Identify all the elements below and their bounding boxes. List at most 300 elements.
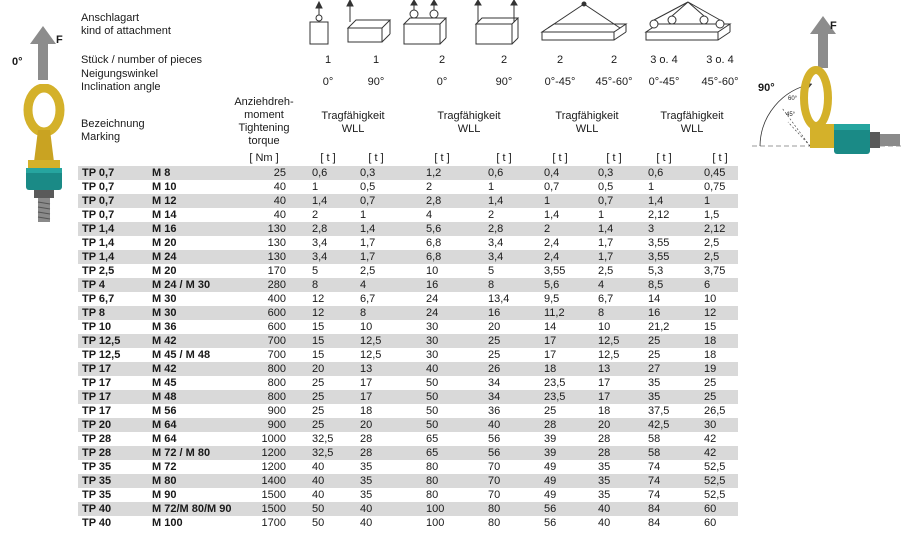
cell-wll: 60 xyxy=(704,517,717,529)
cell-wll: 52,5 xyxy=(704,475,726,487)
table-row xyxy=(78,166,738,180)
cell-wll: 18 xyxy=(360,405,373,417)
cell-wll: 60 xyxy=(704,503,717,515)
wll-label-en: WLL xyxy=(341,123,365,135)
cell-wll: 0,3 xyxy=(360,167,376,179)
cell-wll: 8,5 xyxy=(648,279,664,291)
cell-wll: 1,5 xyxy=(704,209,720,221)
cell-wll: 34 xyxy=(488,391,501,403)
wll-unit: [ t ] xyxy=(320,152,336,164)
cell-wll: 10 xyxy=(598,321,611,333)
cell-wll: 30 xyxy=(426,349,439,361)
cell-wll: 25 xyxy=(544,405,557,417)
cell-marking: TP 35 xyxy=(82,461,112,473)
table-row xyxy=(78,488,738,502)
cell-wll: 1,4 xyxy=(488,195,504,207)
angle-ninety-label: 90° xyxy=(758,82,775,94)
product-image-vertical xyxy=(8,22,78,232)
cell-wll: 13 xyxy=(598,363,611,375)
cell-wll: 25 xyxy=(312,391,325,403)
cell-marking: TP 4 xyxy=(82,279,106,291)
cell-wll: 50 xyxy=(426,391,439,403)
attachment-label-de: Anschlagart xyxy=(81,12,140,24)
cell-wll: 9,5 xyxy=(544,293,560,305)
inclination-angle: 90° xyxy=(495,76,513,88)
table-row xyxy=(78,376,738,390)
cell-wll: 80 xyxy=(426,475,439,487)
cell-wll: 20 xyxy=(488,321,501,333)
cell-wll: 100 xyxy=(426,517,445,529)
cell-torque: 280 xyxy=(267,279,286,291)
cell-wll: 6,7 xyxy=(598,293,614,305)
cell-marking: TP 1,4 xyxy=(82,223,115,235)
cell-wll: 0,4 xyxy=(544,167,560,179)
cell-wll: 80 xyxy=(426,461,439,473)
cell-marking: TP 35 xyxy=(82,475,112,487)
pictogram-single-90-icon xyxy=(347,0,390,42)
cell-torque: 1200 xyxy=(261,461,286,473)
inclination-angle: 0°-45° xyxy=(544,76,576,88)
cell-wll: 20 xyxy=(598,419,611,431)
cell-wll: 39 xyxy=(544,433,557,445)
cell-torque: 1000 xyxy=(261,433,286,445)
cell-wll: 40 xyxy=(312,461,325,473)
cell-wll: 2,12 xyxy=(648,209,670,221)
cell-wll: 12,5 xyxy=(598,335,620,347)
cell-wll: 25 xyxy=(704,377,717,389)
cell-wll: 74 xyxy=(648,475,661,487)
cell-torque: 130 xyxy=(267,237,286,249)
wll-label-group-3 xyxy=(547,110,627,136)
angle-60-label: 60° xyxy=(788,96,798,102)
cell-marking: TP 0,7 xyxy=(82,209,115,221)
cell-wll: 20 xyxy=(312,363,325,375)
inclination-angle: 0°-45° xyxy=(648,76,680,88)
inclination-angle: 45°-60° xyxy=(595,76,633,88)
cell-wll: 2,5 xyxy=(360,265,376,277)
cell-wll: 15 xyxy=(312,349,325,361)
cell-wll: 1 xyxy=(648,181,655,193)
cell-wll: 17 xyxy=(598,377,611,389)
wll-unit: [ t ] xyxy=(368,152,384,164)
cell-wll: 23,5 xyxy=(544,391,566,403)
wll-label-en: WLL xyxy=(457,123,481,135)
cell-wll: 74 xyxy=(648,489,661,501)
cell-torque: 600 xyxy=(267,307,286,319)
cell-wll: 3,4 xyxy=(488,237,504,249)
cell-wll: 24 xyxy=(426,307,439,319)
cell-thread: M 16 xyxy=(152,223,177,235)
cell-wll: 2,8 xyxy=(488,223,504,235)
cell-wll: 35 xyxy=(360,461,373,473)
cell-wll: 50 xyxy=(312,517,325,529)
cell-marking: TP 0,7 xyxy=(82,167,115,179)
table-row xyxy=(78,306,738,320)
cell-wll: 35 xyxy=(360,489,373,501)
force-arrow-icon xyxy=(26,22,60,84)
cell-thread: M 64 xyxy=(152,433,177,445)
cell-marking: TP 1,4 xyxy=(82,237,115,249)
cell-wll: 50 xyxy=(426,405,439,417)
cell-wll: 3 xyxy=(648,223,655,235)
wll-unit: [ t ] xyxy=(552,152,568,164)
cell-wll: 0,6 xyxy=(488,167,504,179)
cell-wll: 3,4 xyxy=(312,251,328,263)
cell-wll: 40 xyxy=(488,419,501,431)
cell-wll: 1,4 xyxy=(312,195,328,207)
cell-wll: 11,2 xyxy=(544,307,565,319)
cell-wll: 1,7 xyxy=(598,251,614,263)
cell-thread: M 56 xyxy=(152,405,177,417)
swivel-eyebolt-icon xyxy=(16,84,72,234)
table-row xyxy=(78,250,738,264)
cell-wll: 1 xyxy=(360,209,367,221)
cell-wll: 36 xyxy=(488,405,501,417)
cell-marking: TP 17 xyxy=(82,377,112,389)
cell-wll: 25 xyxy=(648,335,661,347)
pieces-count: 1 xyxy=(372,54,380,66)
cell-wll: 1,4 xyxy=(598,223,614,235)
cell-wll: 1 xyxy=(704,195,711,207)
pictogram-single-vertical-icon xyxy=(310,2,328,44)
cell-wll: 4 xyxy=(598,279,605,291)
cell-wll: 30 xyxy=(704,419,717,431)
cell-wll: 16 xyxy=(648,307,661,319)
cell-thread: M 72 xyxy=(152,461,177,473)
cell-wll: 12,5 xyxy=(360,349,382,361)
cell-wll: 0,5 xyxy=(598,181,614,193)
wll-label-de: Tragfähigkeit xyxy=(660,110,724,122)
cell-wll: 1,7 xyxy=(598,237,614,249)
product-image-horizontal xyxy=(752,6,902,166)
cell-wll: 52,5 xyxy=(704,489,726,501)
table-row xyxy=(78,292,738,306)
cell-wll: 70 xyxy=(488,489,501,501)
cell-wll: 14 xyxy=(544,321,557,333)
cell-wll: 2,4 xyxy=(544,237,560,249)
cell-wll: 70 xyxy=(488,461,501,473)
cell-wll: 28 xyxy=(598,433,611,445)
cell-wll: 28 xyxy=(598,447,611,459)
cell-wll: 1,4 xyxy=(544,209,560,221)
cell-torque: 25 xyxy=(273,167,286,179)
cell-wll: 35 xyxy=(598,475,611,487)
inclination-angle: 0° xyxy=(322,76,334,88)
cell-marking: TP 2,5 xyxy=(82,265,115,277)
cell-wll: 0,45 xyxy=(704,167,726,179)
cell-thread: M 24 xyxy=(152,251,177,263)
cell-torque: 1700 xyxy=(261,517,286,529)
cell-thread: M 36 xyxy=(152,321,177,333)
cell-torque: 170 xyxy=(267,265,286,277)
cell-wll: 1 xyxy=(598,209,605,221)
inclination-label xyxy=(81,68,161,94)
pieces-count: 2 xyxy=(438,54,446,66)
torque-label-line: Anziehdreh- xyxy=(234,96,294,108)
wll-label-de: Tragfähigkeit xyxy=(437,110,501,122)
cell-torque: 1500 xyxy=(261,503,286,515)
cell-torque: 40 xyxy=(273,181,286,193)
cell-wll: 6,8 xyxy=(426,251,442,263)
inclination-angle: 0° xyxy=(436,76,448,88)
cell-wll: 1 xyxy=(488,181,495,193)
wll-label-group-2 xyxy=(429,110,509,136)
cell-wll: 25 xyxy=(704,391,717,403)
cell-wll: 8 xyxy=(360,307,367,319)
cell-wll: 2 xyxy=(312,209,319,221)
cell-wll: 2,5 xyxy=(598,265,614,277)
cell-wll: 28 xyxy=(544,419,557,431)
cell-wll: 5 xyxy=(488,265,495,277)
table-row xyxy=(78,348,738,362)
wll-label-group-1 xyxy=(313,110,393,136)
cell-torque: 900 xyxy=(267,405,286,417)
table-row xyxy=(78,208,738,222)
wll-label-en: WLL xyxy=(680,123,704,135)
cell-wll: 17 xyxy=(360,391,373,403)
wll-label-group-4 xyxy=(652,110,732,136)
cell-wll: 40 xyxy=(426,363,439,375)
cell-wll: 15 xyxy=(312,321,325,333)
cell-wll: 20 xyxy=(360,419,373,431)
cell-wll: 30 xyxy=(426,321,439,333)
cell-torque: 800 xyxy=(267,391,286,403)
cell-wll: 0,7 xyxy=(598,195,614,207)
cell-wll: 70 xyxy=(488,475,501,487)
cell-wll: 40 xyxy=(598,517,611,529)
cell-wll: 58 xyxy=(648,447,661,459)
cell-wll: 3,4 xyxy=(488,251,504,263)
cell-thread: M 8 xyxy=(152,167,171,179)
table-row xyxy=(78,390,738,404)
table-row xyxy=(78,446,738,460)
cell-wll: 58 xyxy=(648,433,661,445)
cell-wll: 28 xyxy=(360,433,373,445)
cell-wll: 15 xyxy=(704,321,717,333)
cell-wll: 19 xyxy=(704,363,717,375)
cell-wll: 56 xyxy=(488,433,501,445)
cell-thread: M 30 xyxy=(152,307,177,319)
cell-wll: 18 xyxy=(544,363,557,375)
cell-wll: 56 xyxy=(488,447,501,459)
cell-wll: 15 xyxy=(312,335,325,347)
cell-wll: 30 xyxy=(426,335,439,347)
cell-torque: 1200 xyxy=(261,447,286,459)
cell-wll: 0,3 xyxy=(598,167,614,179)
pictogram-double-vertical-icon xyxy=(404,0,446,44)
cell-wll: 17 xyxy=(544,349,557,361)
wll-unit: [ t ] xyxy=(496,152,512,164)
cell-wll: 34 xyxy=(488,377,501,389)
cell-wll: 26 xyxy=(488,363,501,375)
cell-wll: 80 xyxy=(488,517,501,529)
cell-wll: 24 xyxy=(426,293,439,305)
table-row xyxy=(78,334,738,348)
cell-thread: M 30 xyxy=(152,293,177,305)
cell-wll: 13,4 xyxy=(488,293,510,305)
cell-wll: 1,2 xyxy=(426,167,442,179)
cell-wll: 2 xyxy=(426,181,433,193)
cell-wll: 14 xyxy=(648,293,661,305)
cell-wll: 25 xyxy=(312,405,325,417)
cell-wll: 12 xyxy=(704,307,717,319)
inclination-label-en: Inclination angle xyxy=(81,81,161,93)
cell-wll: 42 xyxy=(704,447,717,459)
cell-wll: 40 xyxy=(360,503,373,515)
cell-wll: 23,5 xyxy=(544,377,566,389)
cell-thread: M 48 xyxy=(152,391,177,403)
cell-wll: 3,4 xyxy=(312,237,328,249)
marking-label-en: Marking xyxy=(81,131,121,143)
cell-wll: 50 xyxy=(426,419,439,431)
cell-wll: 65 xyxy=(426,447,439,459)
pieces-count: 2 xyxy=(556,54,564,66)
cell-wll: 6,8 xyxy=(426,237,442,249)
pictogram-double-sling-0-45-icon xyxy=(542,2,626,40)
cell-wll: 16 xyxy=(426,279,439,291)
cell-wll: 8 xyxy=(312,279,319,291)
cell-wll: 35 xyxy=(360,475,373,487)
cell-wll: 2 xyxy=(488,209,495,221)
cell-wll: 17 xyxy=(544,335,557,347)
cell-wll: 35 xyxy=(648,391,661,403)
cell-wll: 5,6 xyxy=(426,223,442,235)
cell-torque: 600 xyxy=(267,321,286,333)
angle-45-label: 45° xyxy=(786,112,796,118)
cell-wll: 56 xyxy=(544,517,557,529)
cell-marking: TP 28 xyxy=(82,447,112,459)
table-row xyxy=(78,516,738,530)
cell-wll: 35 xyxy=(598,461,611,473)
wll-label-en: WLL xyxy=(575,123,599,135)
cell-wll: 84 xyxy=(648,517,661,529)
cell-wll: 49 xyxy=(544,461,557,473)
cell-wll: 18 xyxy=(704,335,717,347)
cell-torque: 40 xyxy=(273,209,286,221)
cell-wll: 4 xyxy=(360,279,367,291)
cell-wll: 12,5 xyxy=(598,349,620,361)
cell-marking: TP 1,4 xyxy=(82,251,115,263)
cell-wll: 18 xyxy=(704,349,717,361)
cell-thread: M 100 xyxy=(152,517,183,529)
inclination-label-de: Neigungswinkel xyxy=(81,68,159,80)
cell-wll: 1 xyxy=(544,195,551,207)
attachment-label-en: kind of attachment xyxy=(81,25,171,37)
torque-label-line: Tightening xyxy=(238,122,290,134)
cell-marking: TP 17 xyxy=(82,391,112,403)
cell-wll: 74 xyxy=(648,461,661,473)
cell-wll: 2,5 xyxy=(704,237,720,249)
cell-wll: 2,8 xyxy=(426,195,442,207)
cell-wll: 25 xyxy=(648,349,661,361)
cell-wll: 65 xyxy=(426,433,439,445)
cell-wll: 2,4 xyxy=(544,251,560,263)
cell-wll: 5,6 xyxy=(544,279,560,291)
cell-wll: 21,2 xyxy=(648,321,670,333)
torque-label xyxy=(232,96,296,148)
torque-label-line: moment xyxy=(244,109,284,121)
cell-thread: M 45 xyxy=(152,377,177,389)
pieces-count: 2 xyxy=(610,54,618,66)
cell-wll: 50 xyxy=(312,503,325,515)
attachment-label xyxy=(81,12,171,38)
cell-wll: 13 xyxy=(360,363,373,375)
cell-wll: 39 xyxy=(544,447,557,459)
wll-label-de: Tragfähigkeit xyxy=(321,110,385,122)
table-row xyxy=(78,404,738,418)
cell-wll: 42 xyxy=(704,433,717,445)
cell-torque: 400 xyxy=(267,293,286,305)
cell-marking: TP 6,7 xyxy=(82,293,115,305)
table-row xyxy=(78,278,738,292)
cell-wll: 4 xyxy=(426,209,433,221)
cell-torque: 1400 xyxy=(261,475,286,487)
table-row xyxy=(78,362,738,376)
cell-marking: TP 10 xyxy=(82,321,112,333)
pieces-label: Stück / number of pieces xyxy=(81,54,203,66)
cell-wll: 80 xyxy=(488,503,501,515)
cell-thread: M 72/M 80/M 90 xyxy=(152,503,232,515)
cell-wll: 6 xyxy=(704,279,711,291)
cell-thread: M 90 xyxy=(152,489,177,501)
cell-marking: TP 12,5 xyxy=(82,349,121,361)
table-row xyxy=(78,264,738,278)
cell-wll: 8 xyxy=(488,279,495,291)
cell-marking: TP 35 xyxy=(82,489,112,501)
cell-wll: 12 xyxy=(312,307,325,319)
cell-torque: 900 xyxy=(267,419,286,431)
cell-wll: 26,5 xyxy=(704,405,726,417)
cell-marking: TP 8 xyxy=(82,307,106,319)
cell-torque: 130 xyxy=(267,251,286,263)
cell-torque: 40 xyxy=(273,195,286,207)
cell-wll: 40 xyxy=(312,475,325,487)
cell-wll: 2,5 xyxy=(704,251,720,263)
cell-wll: 10 xyxy=(426,265,439,277)
wll-unit: [ t ] xyxy=(434,152,450,164)
wll-unit: [ t ] xyxy=(656,152,672,164)
cell-wll: 2,12 xyxy=(704,223,726,235)
table-row xyxy=(78,474,738,488)
cell-wll: 35 xyxy=(598,489,611,501)
cell-wll: 18 xyxy=(598,405,611,417)
cell-torque: 800 xyxy=(267,363,286,375)
cell-wll: 3,75 xyxy=(704,265,726,277)
pieces-count: 3 o. 4 xyxy=(650,54,678,66)
table-row xyxy=(78,320,738,334)
cell-wll: 35 xyxy=(648,377,661,389)
cell-wll: 27 xyxy=(648,363,661,375)
cell-wll: 100 xyxy=(426,503,445,515)
cell-wll: 56 xyxy=(544,503,557,515)
table-row xyxy=(78,236,738,250)
cell-wll: 50 xyxy=(426,377,439,389)
cell-thread: M 72 / M 80 xyxy=(152,447,211,459)
cell-thread: M 10 xyxy=(152,181,177,193)
cell-wll: 3,55 xyxy=(648,237,670,249)
cell-wll: 40 xyxy=(360,517,373,529)
cell-wll: 12,5 xyxy=(360,335,382,347)
cell-wll: 80 xyxy=(426,489,439,501)
cell-thread: M 20 xyxy=(152,237,177,249)
cell-wll: 84 xyxy=(648,503,661,515)
cell-wll: 28 xyxy=(360,447,373,459)
cell-wll: 1,7 xyxy=(360,251,376,263)
inclination-angle: 90° xyxy=(367,76,385,88)
cell-torque: 1500 xyxy=(261,489,286,501)
cell-thread: M 20 xyxy=(152,265,177,277)
angle-zero-label: 0° xyxy=(12,56,23,68)
